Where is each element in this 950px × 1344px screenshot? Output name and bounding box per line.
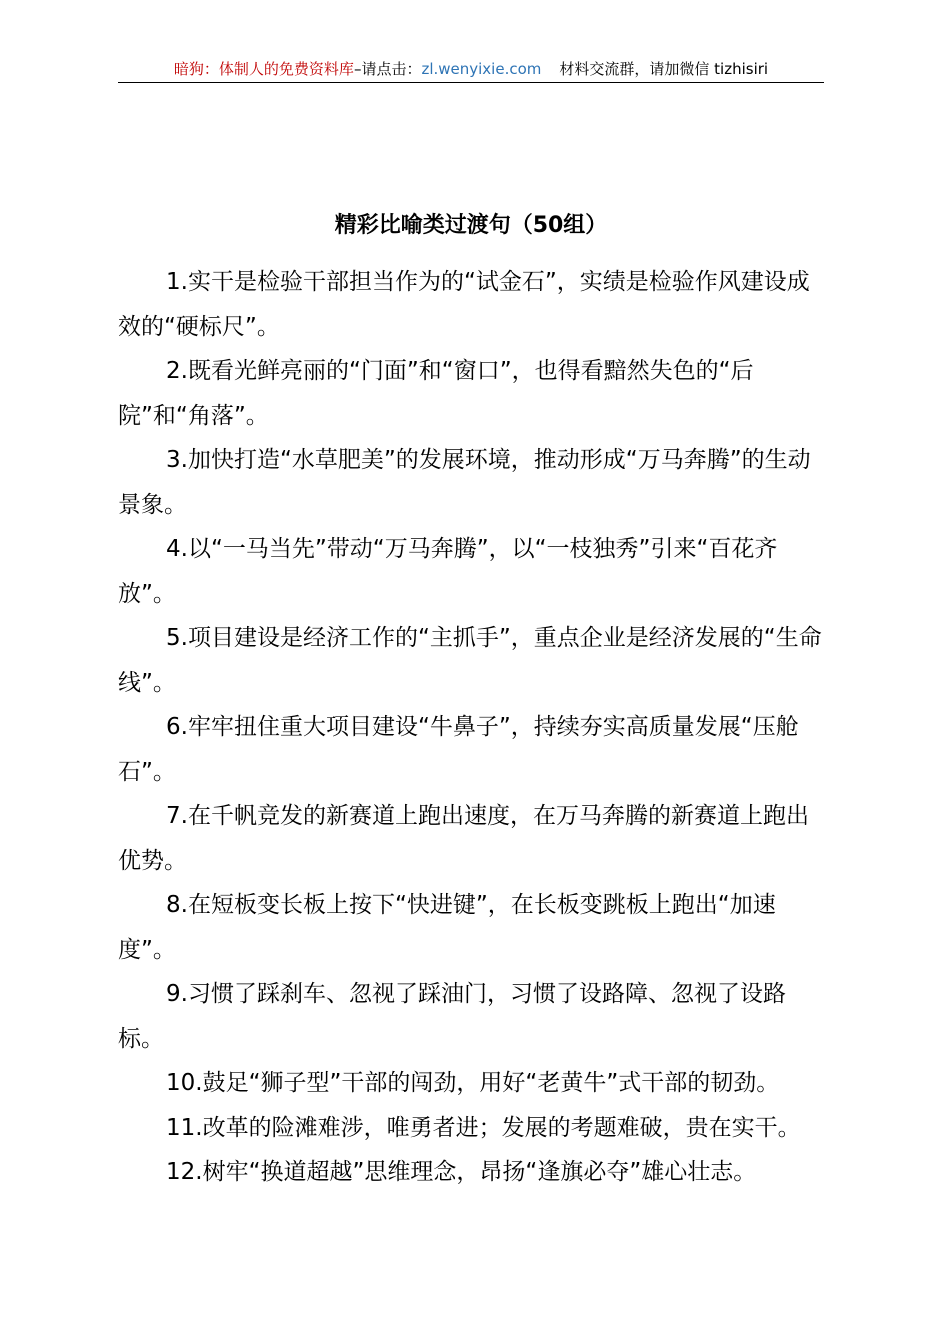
- page-header: [118, 58, 824, 83]
- header-prompt: –请点击：: [353, 60, 422, 78]
- paragraph: 8.在短板变长板上按下“快进键”，在长板变跳板上跑出“加速度”。: [118, 892, 776, 963]
- paragraph: 4.以“一马当先”带动“万马奔腾”，以“一枝独秀”引来“百花齐放”。: [118, 536, 778, 607]
- paragraph: 11.改革的险滩难涉，唯勇者进；发展的考题难破，贵在实干。: [166, 1114, 801, 1141]
- paragraph: 2.既看光鲜亮丽的“门面”和“窗口”，也得看黯然失色的“后院”和“角落”。: [118, 358, 754, 429]
- paragraph: 6.牢牢扭住重大项目建设“牛鼻子”，持续夯实高质量发展“压舱石”。: [118, 714, 799, 785]
- document-title: 精彩比喻类过渡句（50组）: [334, 213, 608, 238]
- paragraph: 9.习惯了踩刹车、忽视了踩油门，习惯了设路障、忽视了设路标。: [118, 981, 786, 1052]
- header-contact: 材料交流群，请加微信 tizhisiri: [559, 60, 769, 78]
- paragraph: 3.加快打造“水草肥美”的发展环境，推动形成“万马奔腾”的生动景象。: [118, 447, 811, 518]
- paragraph: 10.鼓足“狮子型”干部的闯劲，用好“老黄牛”式干部的韧劲。: [166, 1070, 780, 1096]
- paragraph: 1.实干是检验干部担当作为的“试金石”，实绩是检验作风建设成效的“硬标尺”。: [118, 269, 810, 340]
- document-body: [118, 260, 824, 1195]
- header-brand: 暗狗：体制人的免费资料库: [173, 60, 354, 78]
- header-link[interactable]: zl.wenyixie.com: [421, 60, 542, 78]
- paragraph: 7.在千帆竞发的新赛道上跑出速度，在万马奔腾的新赛道上跑出优势。: [118, 803, 809, 874]
- paragraph: 12.树牢“换道超越”思维理念，昂扬“逢旗必夺”雄心壮志。: [166, 1159, 757, 1185]
- paragraph: 5.项目建设是经济工作的“主抓手”，重点企业是经济发展的“生命线”。: [118, 625, 822, 696]
